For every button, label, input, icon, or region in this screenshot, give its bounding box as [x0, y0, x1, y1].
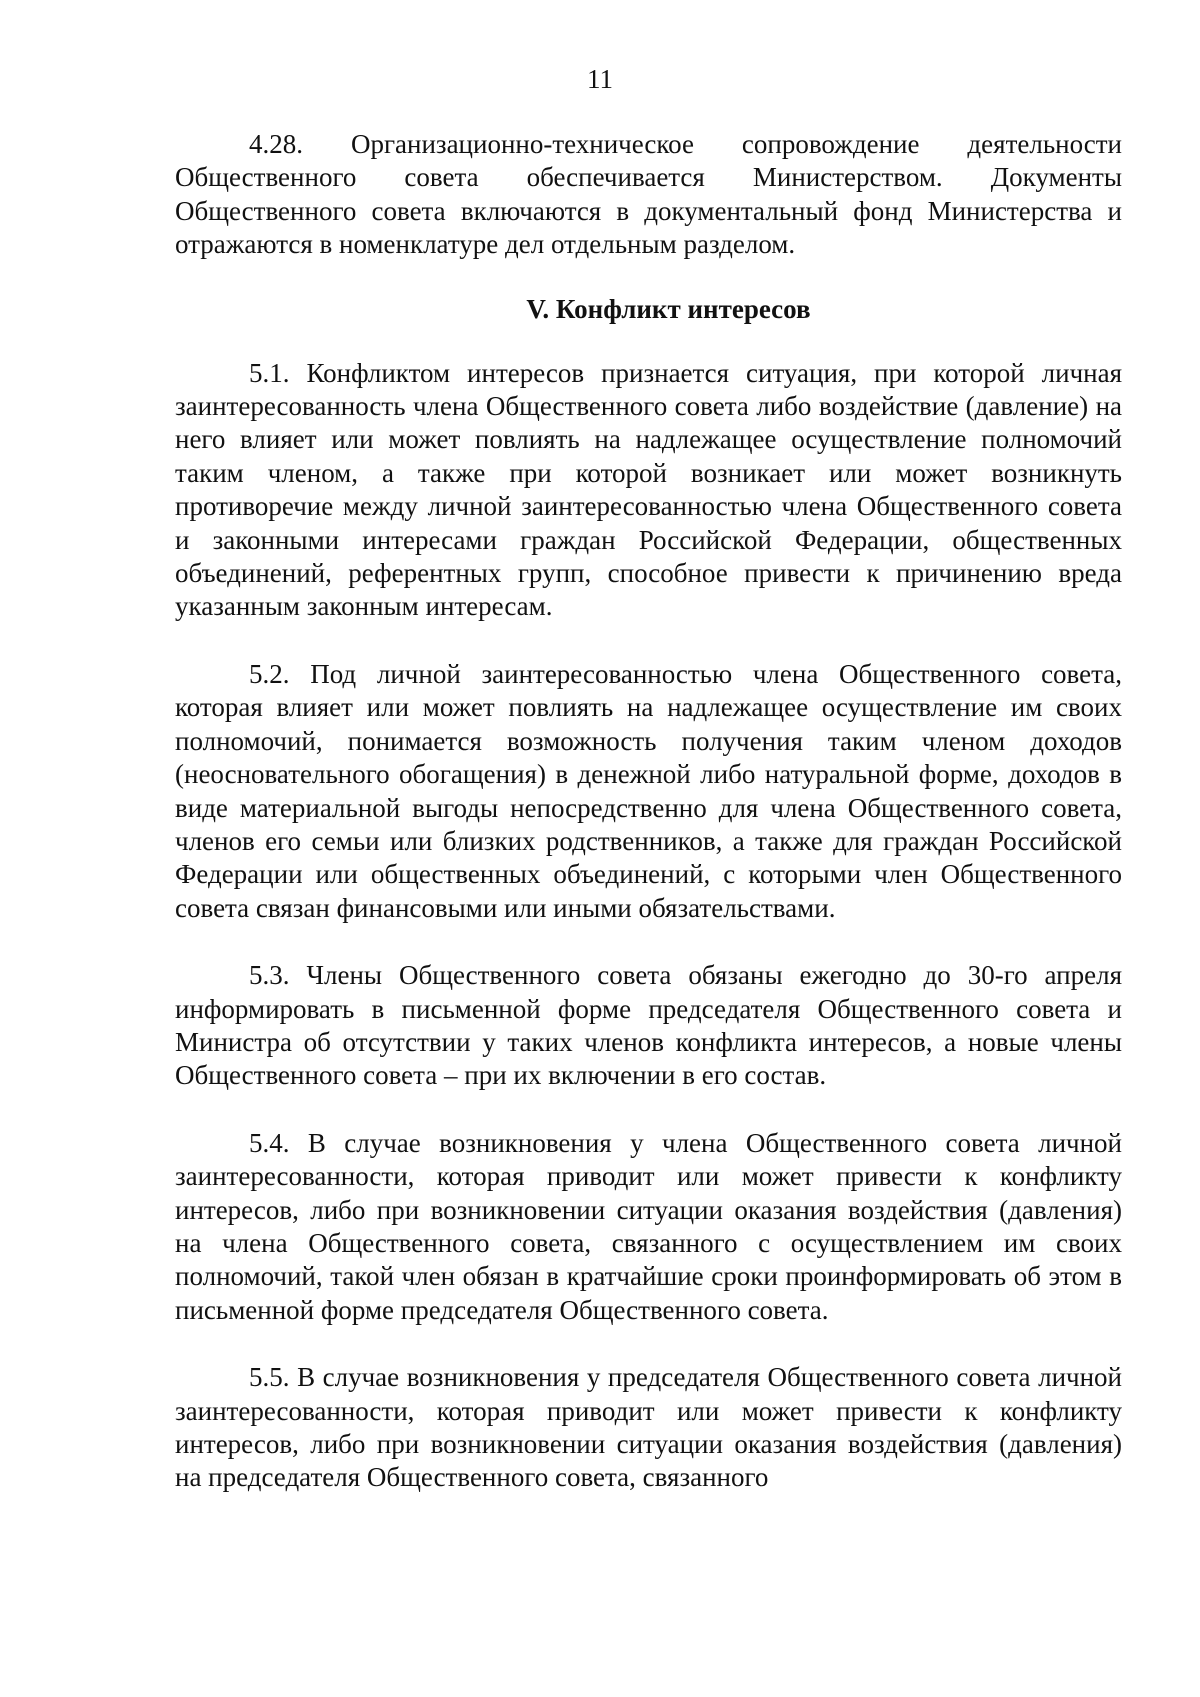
paragraph-4-28: 4.28. Организационно-техническое сопровождение деятельности Общественного совета обеспечивается Министерством. Документы Общественного совета включаются в документальный фонд Министерства и отражаются в номенклатуре дел отдельным разделом. [175, 129, 1122, 260]
page-number: 11 [587, 64, 613, 94]
section-heading: V. Конфликт интересов [526, 293, 811, 324]
paragraph-5-2: 5.2. Под личной заинтересованностью члена Общественного совета, которая влияет или может повлиять на надлежащее осуществление им своих полномочий, понимается возможность получения таким членом доходов (неосновательного обогащения) в денежной либо натуральной форме, доходов в виде материальной выгоды непосредственно для члена Общественного совета, членов его семьи или близких родственников, а также для граждан Российской Федерации или общественных объединений, с которыми член Общественного совета связан финансовыми или иными обязательствами. [175, 658, 1122, 923]
paragraph-5-4: 5.4. В случае возникновения у члена Общественного совета личной заинтересованности, которая приводит или может привести к конфликту интересов, либо при возникновении ситуации оказания воздействия (давления) на члена Общественного совета, связанного с осуществлением им своих полномочий, такой член обязан в кратчайшие сроки проинформировать об этом в письменной форме председателя Общественного совета. [175, 1127, 1122, 1325]
paragraph-5-3: 5.3. Члены Общественного совета обязаны ежегодно до 30-го апреля информировать в письменной форме председателя Общественного совета и Министра об отсутствии у таких членов конфликта интересов, а новые члены Общественного совета – при их включении в его состав. [175, 960, 1122, 1091]
paragraph-5-1: 5.1. Конфликтом интересов признается ситуация, при которой личная заинтересованность члена Общественного совета либо воздействие (давление) на него влияет или может повлиять на надлежащее осуществление полномочий таким членом, а также при которой возникает или может возникнуть противоречие между личной заинтересованностью члена Общественного совета и законными интересами граждан Российской Федерации, общественных объединений, референтных групп, способное привести к причинению вреда указанным законным интересам. [175, 357, 1122, 622]
paragraph-5-5: 5.5. В случае возникновения у председателя Общественного совета личной заинтересованности, которая приводит или может привести к конфликту интересов, либо при возникновении ситуации оказания воздействия (давления) на председателя Общественного совета, связанного [175, 1362, 1122, 1493]
document-body [175, 128, 1122, 1495]
